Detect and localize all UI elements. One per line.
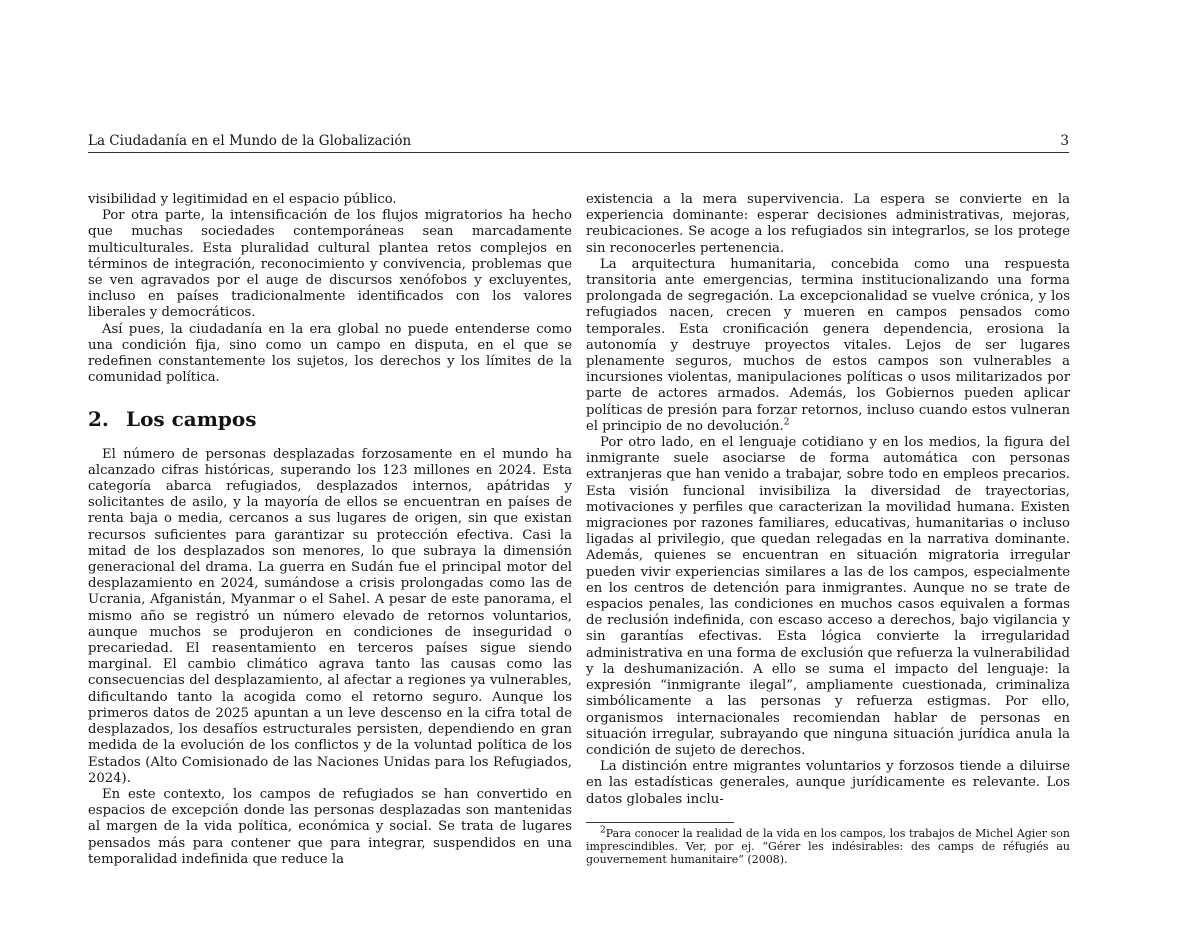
paragraph — [586, 257, 1070, 435]
paragraph: visibilidad y legitimidad en el espacio público. — [88, 192, 397, 207]
paragraph: En este contexto, los campos de refugiados se han convertido en espacios de excepción donde las personas desplazadas son mantenidas al margen de la vida política, económica y social. Se trata de lugares pensados más para contener que para integrar, suspendidos en una temporalidad indefinida que reduce la — [88, 786, 572, 867]
footnote — [586, 827, 1070, 866]
page-number: 3 — [1060, 133, 1069, 149]
paragraph: existencia a la mera supervivencia. La espera se convierte en la experiencia dominante: esperar decisiones administrativas, mejoras, reubicaciones. Se acoge a los refugiados sin integrarlos, se los protege sin reconocerles pertenencia. — [586, 192, 1070, 256]
section-number: 2. — [88, 407, 109, 432]
paragraph: Así pues, la ciudadanía en la era global no puede entenderse como una condición fija, sino como un campo en disputa, en el que se redefinen constantemente los sujetos, los derechos y los límites de la comunidad política. — [88, 321, 572, 386]
paragraph: El número de personas desplazadas forzosamente en el mundo ha alcanzado cifras históricas, superando los 123 millones en 2024. Esta categoría abarca refugiados, desplazados internos, apátridas y solicitantes de asilo, y la mayoría de ellos se encuentran en países de renta baja o media, cercanos a sus lugares de origen, sin que existan recursos suficientes para garantizar su protección efectiva. Casi la mitad de los desplazados son menores, lo que subraya la dimensión generacional del drama. La guerra en Sudán fue el principal motor del desplazamiento en 2024, sumándose a crisis prolongadas como las de Ucrania, Afganistán, Myanmar o el Sahel. A pesar de este panorama, el mismo año se registró un número elevado de retornos voluntarios, aunque muchos se produjeron en condiciones de inseguridad o precariedad. El reasentamiento en terceros países sigue siendo marginal. El cambio climático agrava tanto las causas como las consecuencias del desplazamiento, al afectar a regiones ya vulnerables, dificultando tanto la acogida como el retorno seguro. Aunque los primeros datos de 2025 apuntan a un leve descenso en la cifra total de desplazados, los desafíos estructurales persisten, dependiendo en gran medida de la evolución de los conflictos y de la voluntad política de los Estados (Alto Comisionado de las Naciones Unidas para los Refugiados, 2024). — [88, 446, 572, 786]
paragraph: La distinción entre migrantes voluntarios y forzosos tiende a diluirse en las estadísticas generales, aunque jurídicamente es relevante. Los datos globales inclu- — [586, 759, 1070, 807]
right-column — [586, 192, 1070, 866]
footnote-divider — [586, 822, 734, 823]
footnote-reference[interactable]: 2 — [783, 417, 790, 428]
footnote-mark: 2 — [600, 825, 606, 836]
running-title: La Ciudadanía en el Mundo de la Globalización — [88, 133, 412, 149]
paragraph-text: La arquitectura humanitaria, concebida como una respuesta transitoria ante emergencias, termina institucionalizando una forma prolongada de segregación. La excepcionalidad se vuelve crónica, y los refugiados nacen, crecen y mueren en campos pensados como temporales. Esta cronificación genera dependencia, erosiona la autonomía y destruye proyectos vitales. Lejos de ser lugares plenamente seguros, muchos de estos campos son vulnerables a incursiones violentas, manipulaciones políticas o usos militarizados por parte de actores armados. Además, los Gobiernos pueden aplicar políticas de presión para forzar retornos, incluso cuando estos vulneran el principio de no devolución. — [586, 256, 1070, 434]
paragraph: Por otra parte, la intensificación de los flujos migratorios ha hecho que muchas sociedades contemporáneas sean marcadamente multiculturales. Esta pluralidad cultural plantea retos complejos en términos de integración, reconocimiento y convivencia, problemas que se ven agravados por el auge de discursos xenófobos y excluyentes, incluso en países tradicionalmente identificados con los valores liberales y democráticos. — [88, 208, 572, 321]
section-title: Los campos — [126, 407, 257, 432]
footnote-text: Para conocer la realidad de la vida en los campos, los trabajos de Michel Agier son imprescindibles. Ver, por ej. “Gérer les indésirables: des camps de réfugiés au gouvernement humanitaire” (2008). — [586, 826, 1070, 866]
running-header — [88, 133, 1069, 153]
section-heading — [88, 407, 572, 432]
left-column — [88, 192, 572, 868]
paragraph: Por otro lado, en el lenguaje cotidiano y en los medios, la figura del inmigrante suele asociarse de forma automática con personas extranjeras que han venido a trabajar, sobre todo en empleos precarios. Esta visión funcional invisibiliza la diversidad de trayectorias, motivaciones y perfiles que caracterizan la movilidad humana. Existen migraciones por razones familiares, educativas, humanitarias o incluso ligadas al privilegio, que quedan relegadas en la narrativa dominante. Además, quienes se encuentran en situación migratoria irregular pueden vivir experiencias similares a las de los campos, especialmente en los centros de detención para inmigrantes. Aunque no se trate de espacios penales, las condiciones en muchos casos equivalen a formas de reclusión indefinida, con escaso acceso a derechos, bajo vigilancia y sin garantías efectivas. Esta lógica convierte la irregularidad administrativa en una forma de exclusión que refuerza la vulnerabilidad y la deshumanización. A ello se suma el impacto del lenguaje: la expresión “inmigrante ilegal”, ampliamente cuestionada, criminaliza simbólicamente a las personas y refuerza estigmas. Por ello, organismos internacionales recomiendan hablar de personas en situación irregular, subrayando que ninguna situación jurídica anula la condición de sujeto de derechos. — [586, 435, 1070, 758]
